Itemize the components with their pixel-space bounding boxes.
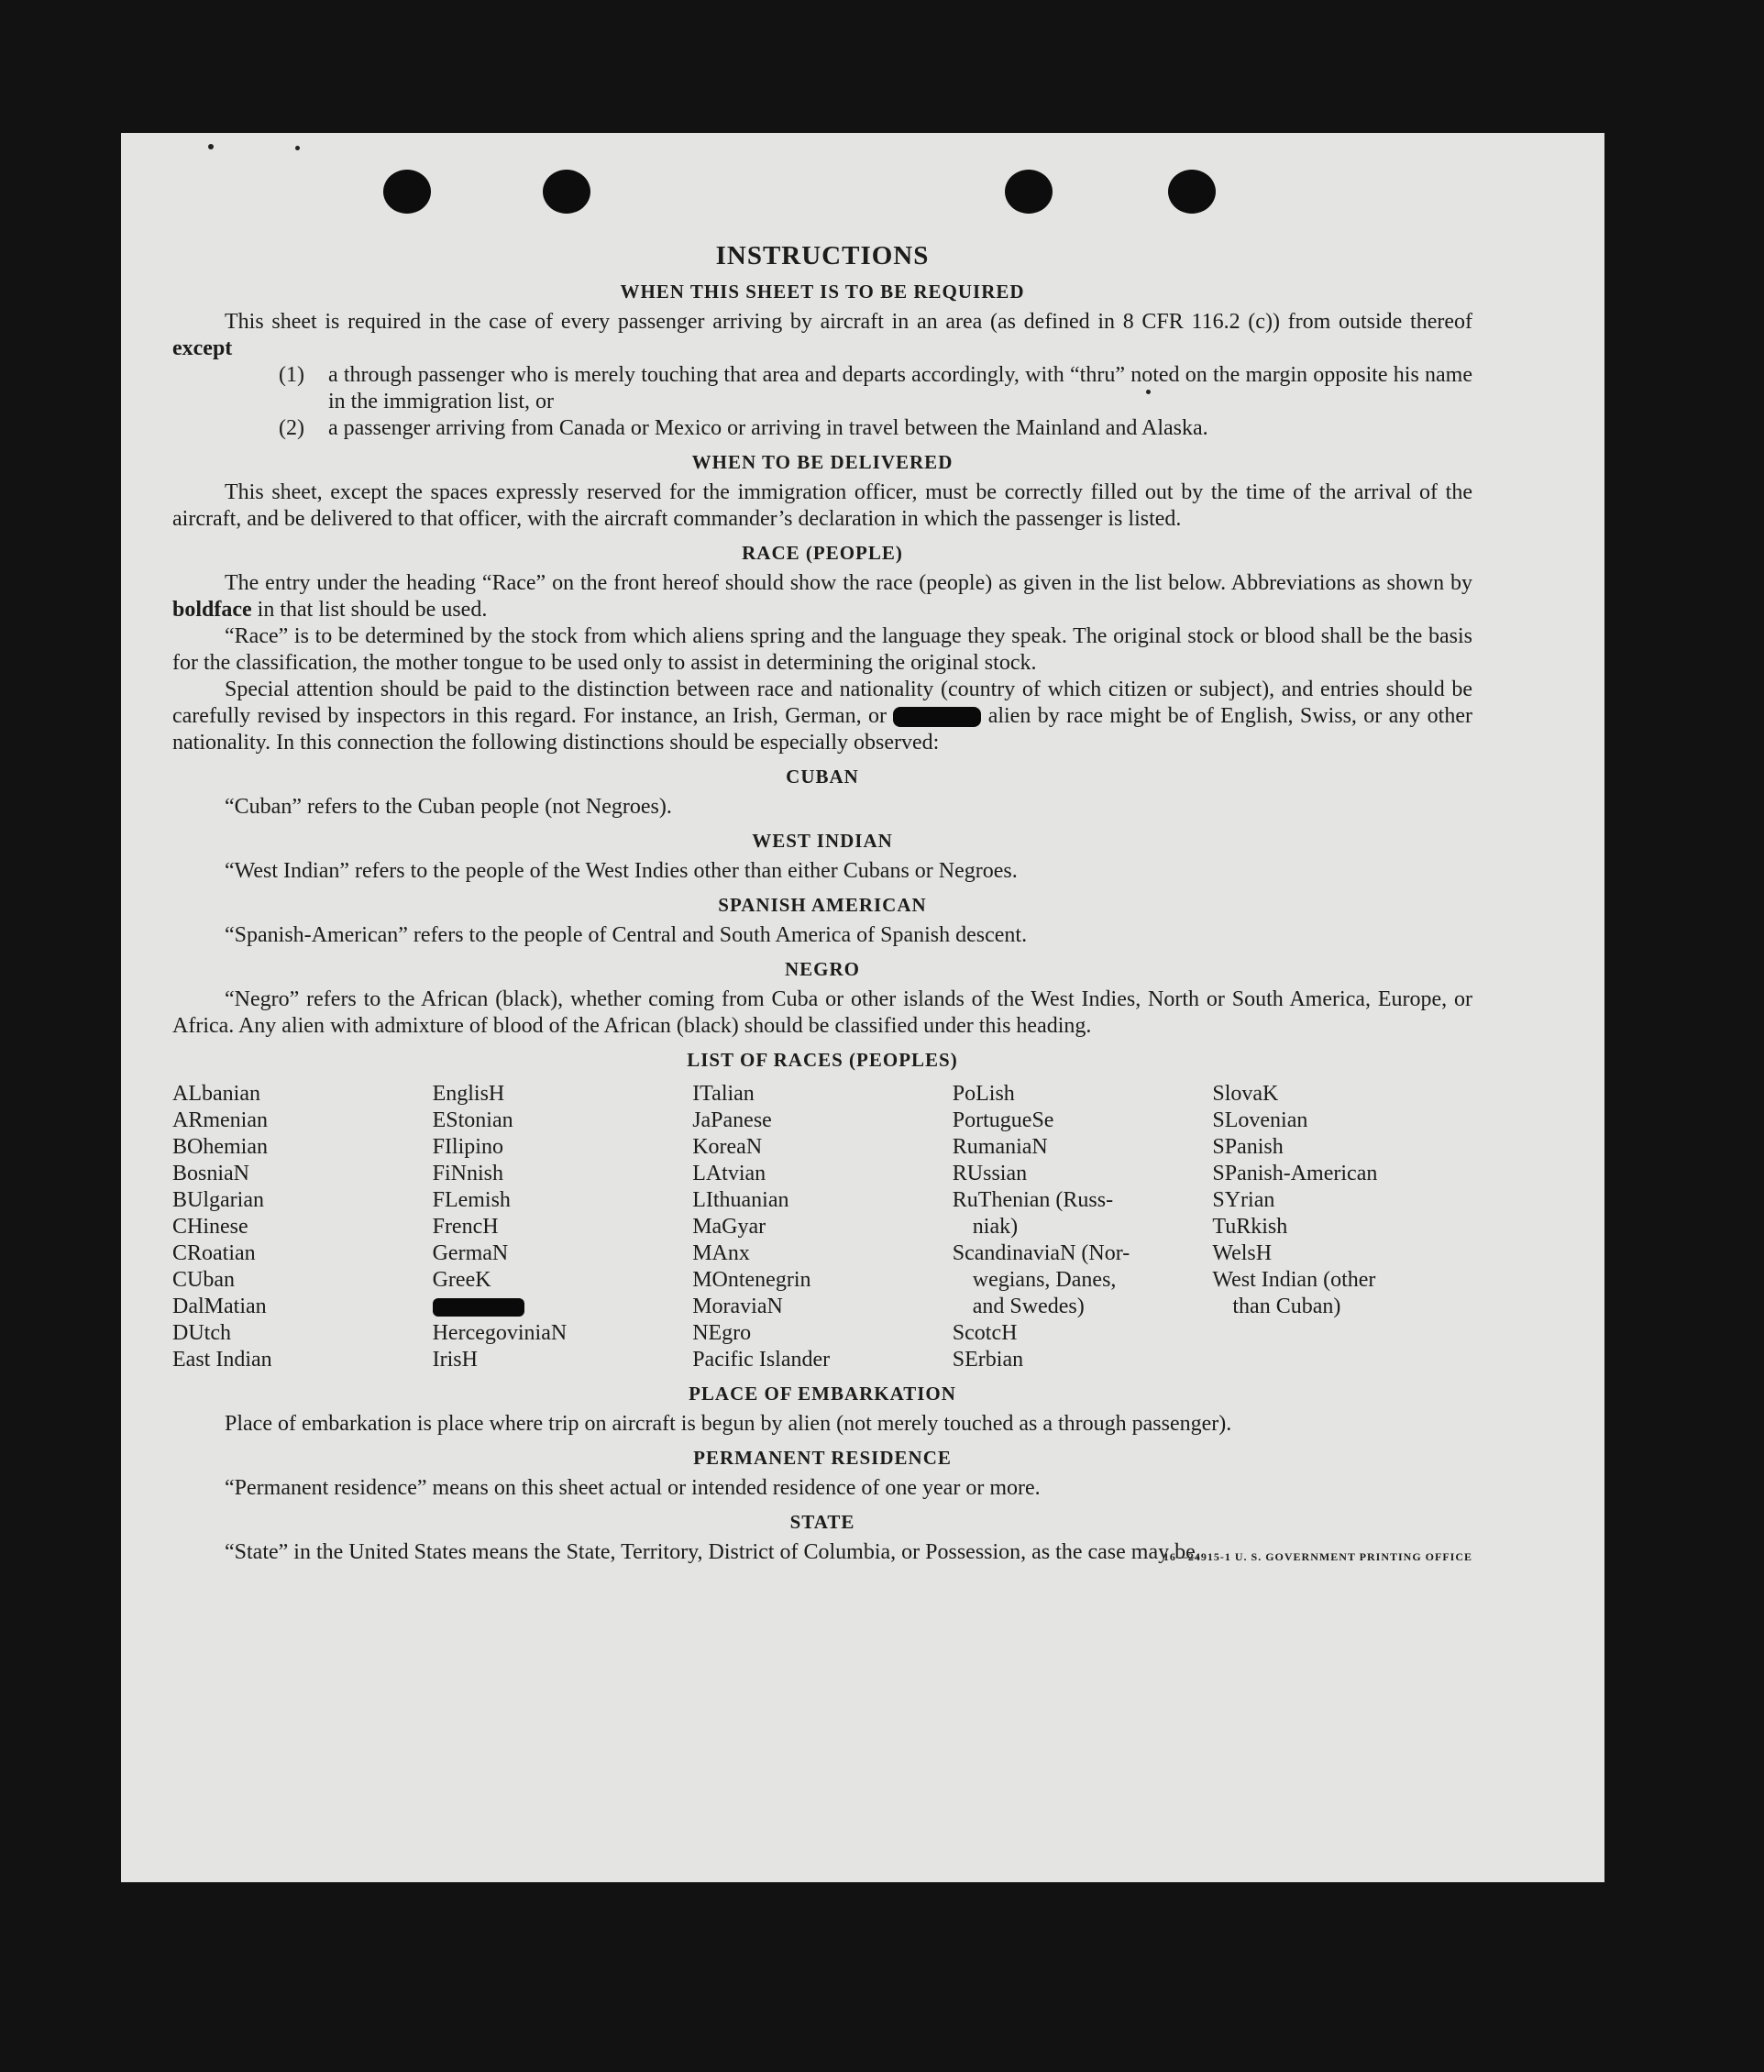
race-p3a: Special attention should be paid to the distinction between race and nationality (country of which citizen or subject), and entries should be carefully revised by inspectors in this regard. For instance, an Irish, German, or [172, 678, 1472, 728]
race-entry: MAnx [692, 1241, 750, 1265]
residence-text: “Permanent residence” means on this sheet actual or intended residence of one year or more. [225, 1476, 1041, 1500]
race-entry: KoreaN [692, 1135, 763, 1159]
punch-hole [383, 170, 431, 214]
race-entry: ALbanian [172, 1082, 260, 1106]
except-word: except [172, 336, 233, 360]
race-entry: SPanish [1212, 1135, 1284, 1159]
race-entry: BosniaN [172, 1162, 249, 1185]
race-entry: TuRkish [1212, 1215, 1288, 1239]
instructions-body [172, 241, 1472, 1566]
item-text: a passenger arriving from Canada or Mexico or arriving in travel between the Mainland and Alaska. [328, 416, 1208, 440]
race-entry: CHinese [172, 1215, 248, 1239]
race-paragraph [172, 570, 1472, 623]
race-entry: FrencH [432, 1215, 499, 1239]
race-column [953, 1081, 1213, 1373]
race-entry: GermaN [432, 1241, 509, 1265]
section-heading: SPANISH AMERICAN [718, 894, 927, 916]
race-entry: HercegoviniaN [432, 1321, 568, 1345]
race-entry: DUtch [172, 1321, 231, 1345]
state-text: “State” in the United States means the State, Territory, District of Columbia, or Possession, as the case may be. [225, 1540, 1201, 1564]
race-entry: CRoatian [172, 1241, 256, 1265]
race-entry: EStonian [432, 1108, 513, 1132]
section-heading: PERMANENT RESIDENCE [693, 1447, 952, 1469]
required-intro-text: This sheet is required in the case of every passenger arriving by aircraft in an area (as defined in 8 CFR 116.2 (c)) from outside thereof [225, 310, 1472, 334]
race-entry: EnglisH [432, 1082, 505, 1106]
section-heading: LIST OF RACES (PEOPLES) [687, 1049, 958, 1071]
race-entry: MoraviaN [692, 1295, 783, 1318]
delivered-text: This sheet, except the spaces expressly reserved for the immigration officer, must be correctly filled out by the time of the arrival of the aircraft, and be delivered to that officer, with the aircraft commander’s declaration in which the passenger is listed. [172, 480, 1472, 531]
west-indian-text: “West Indian” refers to the people of the West Indies other than either Cubans or Negroes. [225, 859, 1018, 883]
race-entry: FiNnish [432, 1162, 503, 1185]
item-text: a through passenger who is merely touching that area and departs accordingly, with “thru” noted on the margin opposite his name in the immigration list, or [328, 363, 1472, 413]
embarkation-text: Place of embarkation is place where trip on aircraft is begun by alien (not merely touched as a through passenger). [225, 1412, 1232, 1436]
race-entry: NEgro [692, 1321, 752, 1345]
punch-hole [1005, 170, 1053, 214]
spanish-american-text: “Spanish-American” refers to the people of Central and South America of Spanish descent. [225, 923, 1028, 947]
race-entry: LIthuanian [692, 1188, 789, 1212]
race-entry: PoLish [952, 1082, 1015, 1106]
redacted-entry [433, 1294, 693, 1320]
race-entry: PortugueSe [952, 1108, 1054, 1132]
negro-text: “Negro” refers to the African (black), whether coming from Cuba or other islands of the West Indies, North or South America, Europe, or Africa. Any alien with admixture of blood of the African (black) should be classified under this heading. [172, 987, 1472, 1038]
race-list [172, 1081, 1472, 1373]
race-paragraph [172, 677, 1472, 756]
cuban-text: “Cuban” refers to the Cuban people (not Negroes). [225, 795, 672, 819]
race-entry: CUban [172, 1268, 235, 1292]
item-number: (1) [279, 363, 304, 387]
list-item [172, 415, 1472, 442]
section-heading: WEST INDIAN [752, 830, 893, 852]
race-entry: MaGyar [692, 1215, 766, 1239]
race-p1a: The entry under the heading “Race” on the front hereof should show the race (people) as given in the list below. Abbreviations as shown by [225, 571, 1472, 595]
race-column [172, 1081, 433, 1373]
race-entry-continued: and Swedes) [972, 1295, 1085, 1318]
race-entry: SLovenian [1212, 1108, 1308, 1132]
redaction-mark [893, 707, 981, 727]
race-entry: RumaniaN [952, 1135, 1048, 1159]
section-heading: NEGRO [784, 958, 860, 980]
race-entry: LAtvian [692, 1162, 766, 1185]
section-heading: RACE (PEOPLE) [742, 542, 903, 564]
race-column [692, 1081, 953, 1373]
race-entry-continued: wegians, Danes, [972, 1268, 1117, 1292]
race-column [433, 1081, 693, 1373]
section-heading: STATE [789, 1511, 855, 1533]
section-heading: CUBAN [786, 766, 859, 788]
race-p1b: in that list should be used. [257, 598, 488, 622]
race-entry: ARmenian [172, 1108, 268, 1132]
race-entry: MOntenegrin [692, 1268, 811, 1292]
boldface-word: boldface [172, 598, 252, 622]
section-heading: WHEN TO BE DELIVERED [691, 451, 954, 473]
state-block [172, 1539, 1472, 1566]
speck [295, 146, 300, 150]
race-entry: BUlgarian [172, 1188, 264, 1212]
race-entry: Pacific Islander [692, 1348, 831, 1372]
section-heading: PLACE OF EMBARKATION [689, 1383, 956, 1405]
section-heading: WHEN THIS SHEET IS TO BE REQUIRED [620, 281, 1025, 303]
page-title: INSTRUCTIONS [715, 241, 930, 270]
race-entry: ScotcH [952, 1321, 1018, 1345]
race-entry: RUssian [952, 1162, 1028, 1185]
list-item [172, 362, 1472, 415]
printer-imprint: 16—24915-1 U. S. GOVERNMENT PRINTING OFFICE [1163, 1550, 1472, 1563]
speck [208, 144, 214, 149]
race-entry: RuThenian (Russ- [952, 1188, 1114, 1212]
race-entry: IrisH [432, 1348, 478, 1372]
race-entry-continued: niak) [972, 1215, 1019, 1239]
race-entry: SlovaK [1212, 1082, 1279, 1106]
punch-hole [543, 170, 590, 214]
redaction-mark [433, 1298, 524, 1317]
race-entry: FIlipino [432, 1135, 503, 1159]
race-entry: ITalian [692, 1082, 755, 1106]
race-paragraph: “Race” is to be determined by the stock from which aliens spring and the language they speak. The original stock or blood shall be the basis for the classification, the mother tongue to be used only to assist in determining the original stock. [172, 624, 1472, 675]
race-entry: ScandinaviaN (Nor- [952, 1241, 1130, 1265]
race-entry: DalMatian [172, 1295, 267, 1318]
race-entry: SPanish-American [1212, 1162, 1378, 1185]
race-entry: SYrian [1212, 1188, 1275, 1212]
required-intro [172, 309, 1472, 362]
item-number: (2) [279, 416, 304, 440]
race-entry: West Indian (other [1212, 1268, 1376, 1292]
race-entry: BOhemian [172, 1135, 268, 1159]
race-entry: FLemish [432, 1188, 511, 1212]
race-p3b: alien by race might be of English, Swiss, or any other nationality. In this connection the following distinctions should be especially observed: [172, 704, 1472, 755]
instruction-sheet [121, 133, 1604, 1882]
race-entry: SErbian [952, 1348, 1024, 1372]
race-entry-continued: than Cuban) [1232, 1295, 1341, 1318]
race-column [1212, 1081, 1472, 1373]
race-entry: WelsH [1212, 1241, 1273, 1265]
race-entry: East Indian [172, 1348, 272, 1372]
punch-hole [1168, 170, 1216, 214]
race-entry: GreeK [432, 1268, 491, 1292]
race-entry: JaPanese [692, 1108, 772, 1132]
